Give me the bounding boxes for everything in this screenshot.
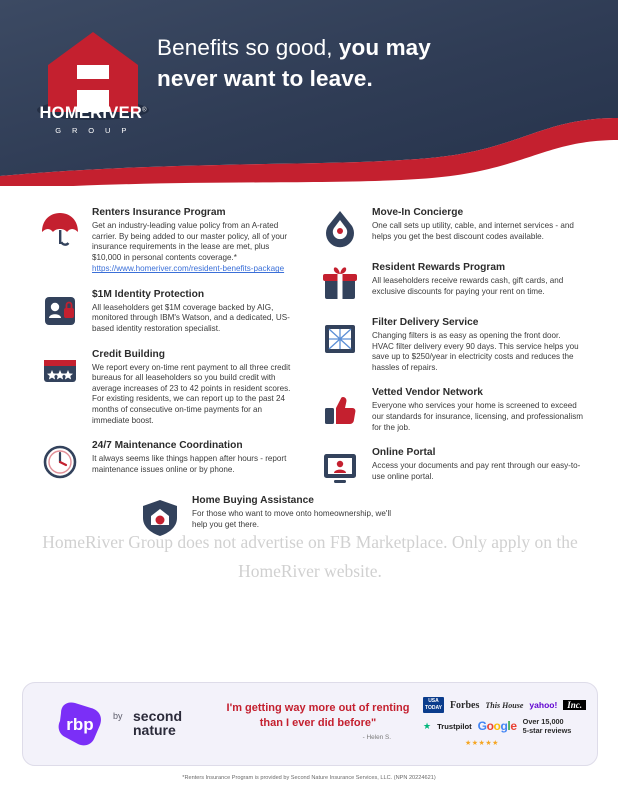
benefit-body: Get an industry-leading value policy from an A-rated carrier. By being added to our master policy, all of your insurance requirements in the lease are met, plus $10,000 in personal contents coverage.* [92,221,288,262]
thumbs-up-icon [316,386,364,432]
trustpilot-star-icon: ★ [423,720,432,731]
benefits-column-left [36,206,392,549]
this-old-house-logo: This House [485,700,524,710]
title-line1-bold: you may [338,35,431,60]
air-filter-icon [316,316,364,362]
benefit-filter-delivery [316,316,584,373]
benefit-body: It always seems like things happen after hours - report maintenance issues online or by phone. [92,454,287,474]
logo-home-text: HOME [39,104,91,122]
usa-today-line1: USA [428,698,439,704]
online-portal-icon [316,446,364,492]
benefit-online-portal [316,446,584,488]
benefit-body: All leaseholders get $1M coverage backed by AIG, monitored through IBM's Watson, and a dedicated, US-based identity restoration specialist. [92,302,290,333]
testimonial-quote [223,701,413,741]
google-logo: Google [477,719,517,733]
page-title [157,32,577,94]
press-row-top [423,697,588,713]
benefit-title: Resident Rewards Program [372,262,506,273]
logo-registered-mark: ® [142,107,147,114]
benefit-body: Access your documents and pay rent through our easy-to-use online portal. [372,461,581,481]
rbp-logo-icon [55,699,235,747]
benefit-title: Move-In Concierge [372,207,464,218]
benefit-vetted-vendor-network [316,386,584,433]
forbes-logo: Forbes [449,699,480,711]
benefit-body: One call sets up utility, cable, and internet services - and helps you get the best discount codes available. [372,221,574,241]
benefit-resident-rewards [316,261,584,303]
credit-score-icon [36,348,84,394]
page-header [0,0,618,186]
benefit-title: $1M Identity Protection [92,288,205,300]
title-line1-plain: Benefits so good, [157,35,339,60]
reviews-line2: 5-star reviews [522,726,572,735]
google-star-rating: ★★★★★ [465,740,499,747]
title-line2-bold: never want to leave. [157,66,373,91]
svg-text:second: second [133,708,183,724]
benefit-maintenance-coordination [36,439,298,481]
benefit-title: Home Buying Assistance [192,495,314,507]
benefit-title: 24/7 Maintenance Coordination [92,440,243,452]
benefit-body: For those who want to move onto homeownership, we'll help you get there. [192,509,392,529]
reviews-count [523,717,572,735]
logo-river-text: RIVER [90,104,143,122]
quote-author: - Helen S. [362,734,391,741]
inc-logo: Inc. [563,700,586,710]
id-lock-icon [36,288,84,334]
benefit-body: Changing filters is as easy as opening the front door. HVAC filter delivery every 90 days. This service helps you save up to $250/year in electricity costs and reduces the hassles of repairs. [372,331,579,372]
footer-panel [22,682,598,766]
benefit-body: All leaseholders receive rewards cash, gift cards, and exclusive discounts for paying your rent on time. [372,276,564,296]
benefits-column-right [316,206,584,501]
benefit-body: We report every on-time rent payment to all three credit bureaus for all leaseholders so you build credit with average increases of 23 to 42 points in resident scores. For existing residents, we can report up to the past 24 months of consecutive on-time payments for an immediate boost. [92,362,291,425]
umbrella-icon [36,206,84,252]
benefit-title: Credit Building [92,348,166,360]
benefit-title: Vetted Vendor Network [372,387,483,399]
press-logos [423,697,588,747]
home-shield-icon [136,494,184,540]
trustpilot-logo: Trustpilot [437,721,472,731]
quote-text: I'm getting way more out of renting than I ever did before" [226,702,410,729]
benefit-title: Online Portal [372,447,436,459]
usa-today-logo [423,697,444,713]
logo-group-text: G R O U P [55,126,131,135]
benefit-credit-building [36,348,298,427]
clock-icon [36,439,84,485]
benefit-body: Everyone who services your home is screened to exceed our standards for insurance, licensing, and professionalism for the job. [372,401,583,432]
benefit-renters-insurance [36,206,298,275]
benefit-move-in-concierge [316,206,584,248]
logo-wordmark [34,104,152,135]
usa-today-line2: TODAY [425,705,442,711]
watermark-text: HomeRiver Group does not advertise on FB Marketplace. Only apply on the HomeRiver website. [42,532,578,581]
benefit-title: Renters Insurance Program [92,207,226,218]
benefit-identity-protection [36,288,298,335]
gift-icon [316,261,364,307]
press-row-bottom [423,717,588,735]
yahoo-logo: yahoo! [529,700,558,710]
svg-text:by: by [113,711,123,721]
resident-benefits-package-link[interactable]: https://www.homeriver.com/resident-benefits-package [92,264,285,274]
svg-text:rbp: rbp [66,715,94,734]
water-drop-icon [316,206,364,252]
reviews-line1: Over 15,000 [522,717,564,726]
benefit-title: Filter Delivery Service [372,317,479,328]
rbp-second-nature-logo [55,699,235,747]
disclaimer-text: *Renters Insurance Program is provided by Second Nature Insurance Services, LLC. (NPN 20224621) [182,775,436,781]
svg-text:nature: nature [133,722,176,738]
